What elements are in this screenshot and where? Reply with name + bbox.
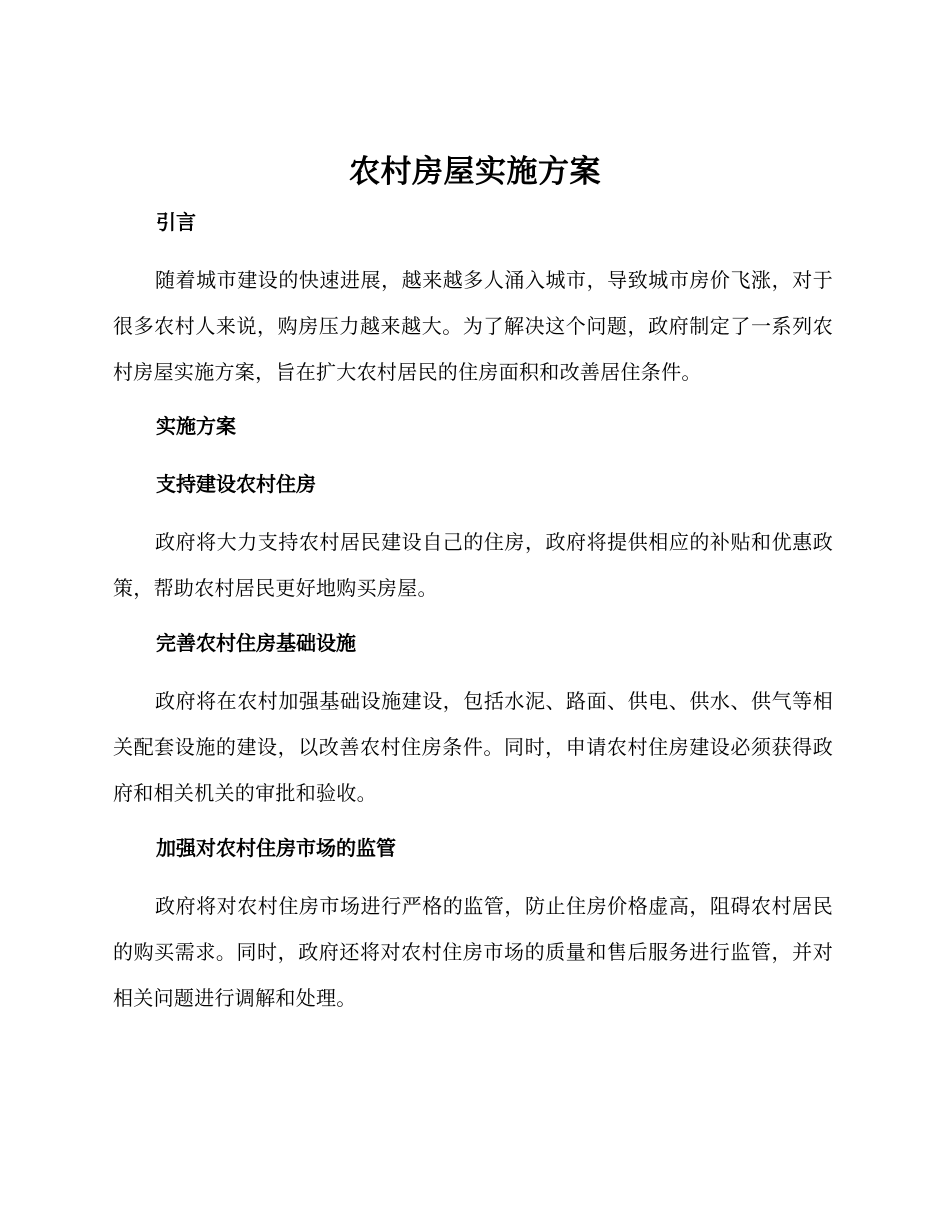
section-heading-market-supervision: 加强对农村住房市场的监管 [156,836,396,860]
section-heading-support-construction: 支持建设农村住房 [156,472,316,496]
paragraph-market-supervision: 政府将对农村住房市场进行严格的监管，防止住房价格虚高，阻碍农村居民的购买需求。同时，政府还将对农村住房市场的质量和售后服务进行监管，并对相关问题进行调解和处理。 [113,894,833,1010]
document-title: 农村房屋实施方案 [349,154,601,190]
section-heading-intro: 引言 [156,210,196,234]
paragraph-support-construction: 政府将大力支持农村居民建设自己的住房，政府将提供相应的补贴和优惠政策，帮助农村居民更好地购买房屋。 [113,530,833,600]
paragraph-infrastructure: 政府将在农村加强基础设施建设，包括水泥、路面、供电、供水、供气等相关配套设施的建设，以改善农村住房条件。同时，申请农村住房建设必须获得政府和相关机关的审批和验收。 [113,689,833,805]
section-heading-infrastructure: 完善农村住房基础设施 [156,631,356,655]
section-heading-plan: 实施方案 [156,414,236,438]
paragraph-intro: 随着城市建设的快速进展，越来越多人涌入城市，导致城市房价飞涨，对于很多农村人来说，购房压力越来越大。为了解决这个问题，政府制定了一系列农村房屋实施方案，旨在扩大农村居民的住房面积和改善居住条件。 [113,268,833,384]
